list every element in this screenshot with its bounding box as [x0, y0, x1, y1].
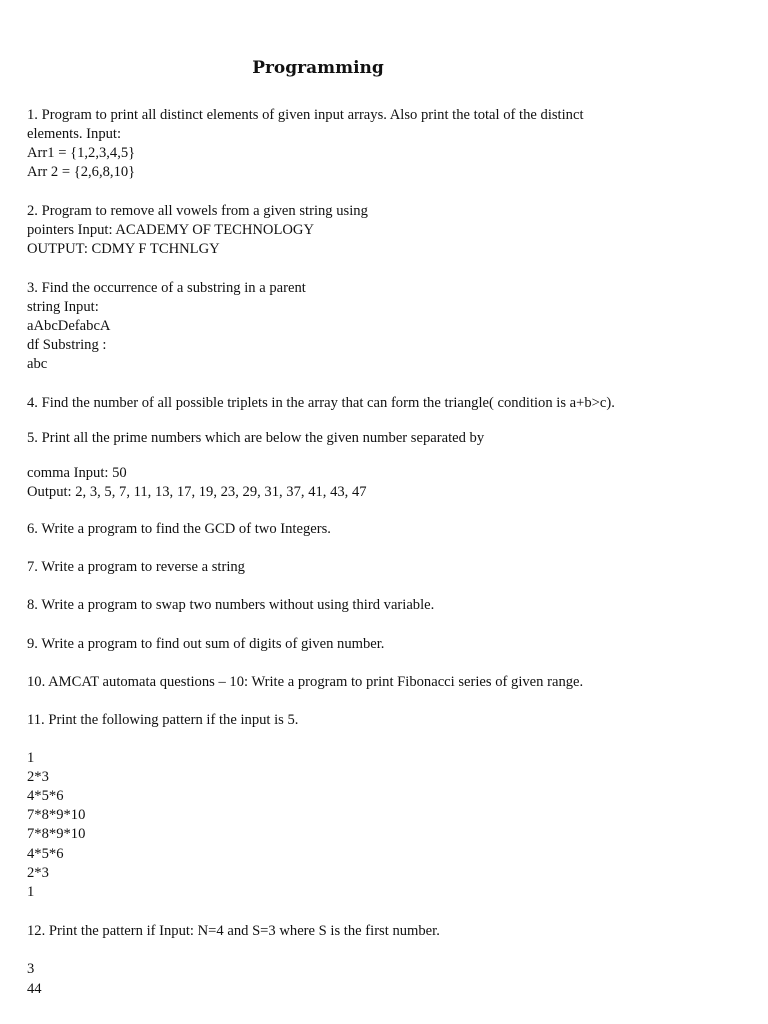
q11-pattern-row: 2*3: [27, 769, 49, 785]
q2-text-line: pointers Input: ACADEMY OF TECHNOLOGY: [27, 222, 315, 238]
q11-pattern-row: 7*8*9*10: [27, 826, 86, 842]
q1-input-line: Arr 2 = {2,6,8,10}: [27, 164, 136, 180]
q12-text-line: 12. Print the pattern if Input: N=4 and S=3 where S is the first number.: [27, 923, 440, 939]
q11-pattern-row: 1: [27, 750, 35, 766]
q3-input-line: abc: [27, 356, 48, 372]
q1-text-line: 1. Program to print all distinct elements of given input arrays. Also print the total of the distinct: [27, 107, 584, 123]
q1-text-line: elements. Input:: [27, 126, 122, 142]
q5-text-line: 5. Print all the prime numbers which are below the given number separated by: [27, 430, 485, 446]
q3-text-line: df Substring :: [27, 337, 107, 353]
q5-output-line: Output: 2, 3, 5, 7, 11, 13, 17, 19, 23, 29, 31, 37, 41, 43, 47: [27, 484, 367, 500]
q5-input-line: comma Input: 50: [27, 465, 127, 481]
q6-text-line: 6. Write a program to find the GCD of two Integers.: [27, 521, 331, 537]
q11-pattern-row: 4*5*6: [27, 788, 64, 804]
q11-pattern-row: 1: [27, 884, 35, 900]
q11-pattern-row: 2*3: [27, 865, 49, 881]
q2-output-line: OUTPUT: CDMY F TCHNLGY: [27, 241, 220, 257]
q2-text-line: 2. Program to remove all vowels from a given string using: [27, 203, 368, 219]
q11-text-line: 11. Print the following pattern if the input is 5.: [27, 712, 299, 728]
q12-pattern-row: 3: [27, 961, 35, 977]
q11-pattern-row: 4*5*6: [27, 846, 64, 862]
q7-text-line: 7. Write a program to reverse a string: [27, 559, 245, 575]
q8-text-line: 8. Write a program to swap two numbers without using third variable.: [27, 597, 435, 613]
q12-pattern-row: 44: [27, 981, 42, 997]
q9-text-line: 9. Write a program to find out sum of digits of given number.: [27, 636, 385, 652]
q3-input-line: aAbcDefabcA: [27, 318, 111, 334]
q1-input-line: Arr1 = {1,2,3,4,5}: [27, 145, 136, 161]
q4-text-line: 4. Find the number of all possible triplets in the array that can form the triangle( condition is a+b>c).: [27, 395, 615, 411]
page-title: Programming: [252, 58, 384, 78]
q10-text-line: 10. AMCAT automata questions – 10: Write a program to print Fibonacci series of given range.: [27, 674, 584, 690]
q11-pattern-row: 7*8*9*10: [27, 807, 86, 823]
q3-text-line: 3. Find the occurrence of a substring in a parent: [27, 280, 306, 296]
q3-text-line: string Input:: [27, 299, 99, 315]
